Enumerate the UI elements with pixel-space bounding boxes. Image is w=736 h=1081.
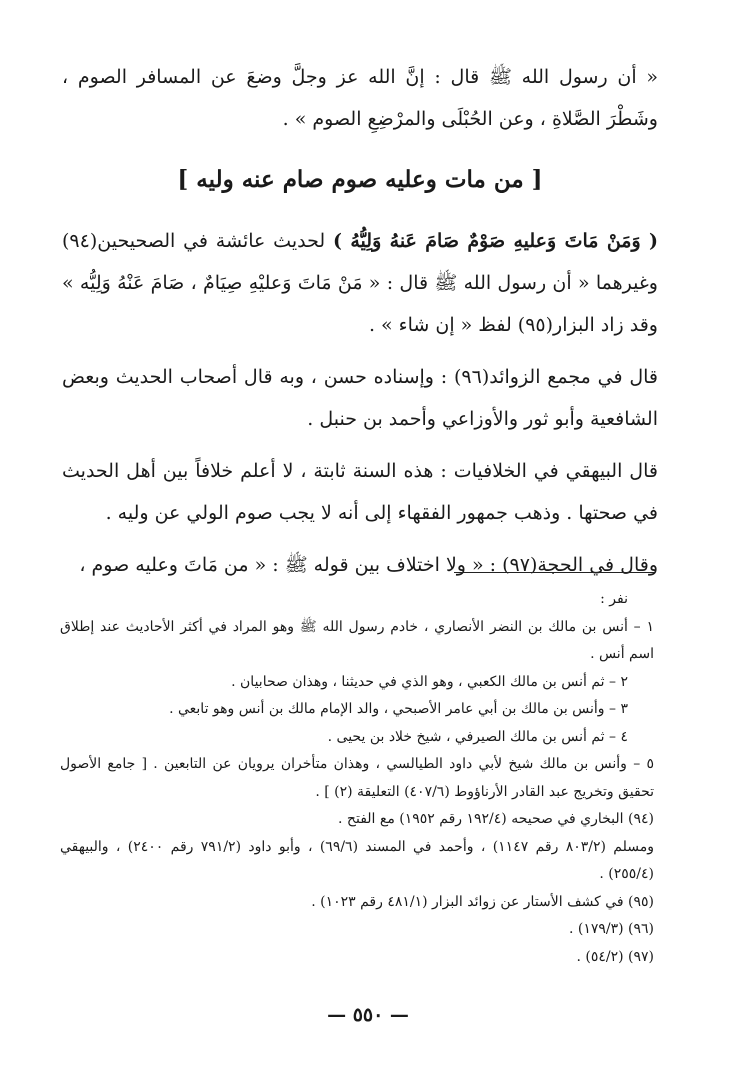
paragraph-2: قال في مجمع الزوائد(٩٦) : وإسناده حسن ، وبه قال أصحاب الحديث وبعض الشافعية وأبو ثور والأوزاعي وأحمد بن حنبل . bbox=[62, 366, 659, 430]
footnotes bbox=[60, 586, 654, 971]
footnote-item-5: ٥ – وأنس بن مالك شيخ لأبي داود الطيالسي ، وهذان متأخران يرويان عن التابعين . [ جامع الأصول تحقيق وتخريج عبد القادر الأرناؤوط (٤٠٧/٦) التعليقة (٢) ] . bbox=[60, 756, 654, 800]
footnote-intro: نفر : bbox=[600, 591, 628, 607]
matn-lead: ( وَمَنْ مَاتَ وَعليهِ صَوْمٌ صَامَ عَنهُ وَلِيُّهُ ) bbox=[332, 230, 659, 252]
paragraph-4: وقال في الحجة(٩٧) : « ولا اختلاف بين قوله ﷺ : « من مَاتَ وعليه صوم ، bbox=[79, 554, 658, 576]
footnote-94: (٩٤) البخاري في صحيحه (١٩٢/٤ رقم ١٩٥٢) مع الفتح . bbox=[338, 811, 654, 827]
footnote-95: (٩٥) في كشف الأستار عن زوائد البزار (٤٨١/١ رقم ١٠٢٣) . bbox=[311, 893, 654, 910]
footnote-94-continued: ومسلم (٨٠٣/٢ رقم ١١٤٧) ، وأحمد في المسند (٦٩/٦) ، وأبو داود (٧٩١/٢ رقم ٢٤٠٠) ، والبيهقي (٢٥٥/٤) . bbox=[60, 838, 655, 882]
footnote-item-4: ٤ – ثم أنس بن مالك الصيرفي ، شيخ خلاد بن يحيى . bbox=[327, 728, 628, 745]
intro-paragraph: « أن رسول الله ﷺ قال : إنَّ الله عز وجلَّ وضعَ عن المسافر الصوم ، وشَطْرَ الصَّلاةِ ، وعن الحُبْلَى والمرْضِعِ الصوم » . bbox=[62, 66, 658, 130]
page-number: — ٥٥٠ — bbox=[327, 1004, 409, 1026]
footnote-item-2: ٢ – ثم أنس بن مالك الكعبي ، وهو الذي في حديثنا ، وهذان صحابيان . bbox=[231, 673, 628, 690]
footnote-item-1: ١ – أنس بن مالك بن النضر الأنصاري ، خادم رسول الله ﷺ وهو المراد في أكثر الأحاديث عند إطلاق اسم أنس . bbox=[60, 618, 654, 662]
footnote-97: (٩٧) (٥٤/٢) . bbox=[576, 948, 654, 965]
paragraph-3: قال البيهقي في الخلافيات : هذه السنة ثابتة ، لا أعلم خلافاً بين أهل الحديث في صحتها . وذهب جمهور الفقهاء إلى أنه لا يجب صوم الولي عن وليه . bbox=[62, 460, 658, 524]
paragraph-1-body: لحديث عائشة في الصحيحين(٩٤) وغيرهما « أن رسول الله ﷺ قال : « مَنْ مَاتَ وَعليْهِ صِيَامٌ ، صَامَ عَنْهُ وَلِيُّه » وقد زاد البزار(٩٥) لفظ « إن شاء » . bbox=[62, 230, 658, 336]
footnote-item-3: ٣ – وأنس بن مالك بن أبي عامر الأصبحي ، والد الإمام مالك بن أنس وهو تابعي . bbox=[169, 701, 628, 717]
paragraph-1 bbox=[62, 220, 658, 346]
footnote-divider bbox=[454, 572, 654, 573]
main-text bbox=[62, 56, 658, 596]
footnote-96: (٩٦) (١٧٩/٣) . bbox=[568, 921, 654, 937]
section-heading: [ من مات وعليه صوم صام عنه وليه ] bbox=[177, 166, 543, 193]
